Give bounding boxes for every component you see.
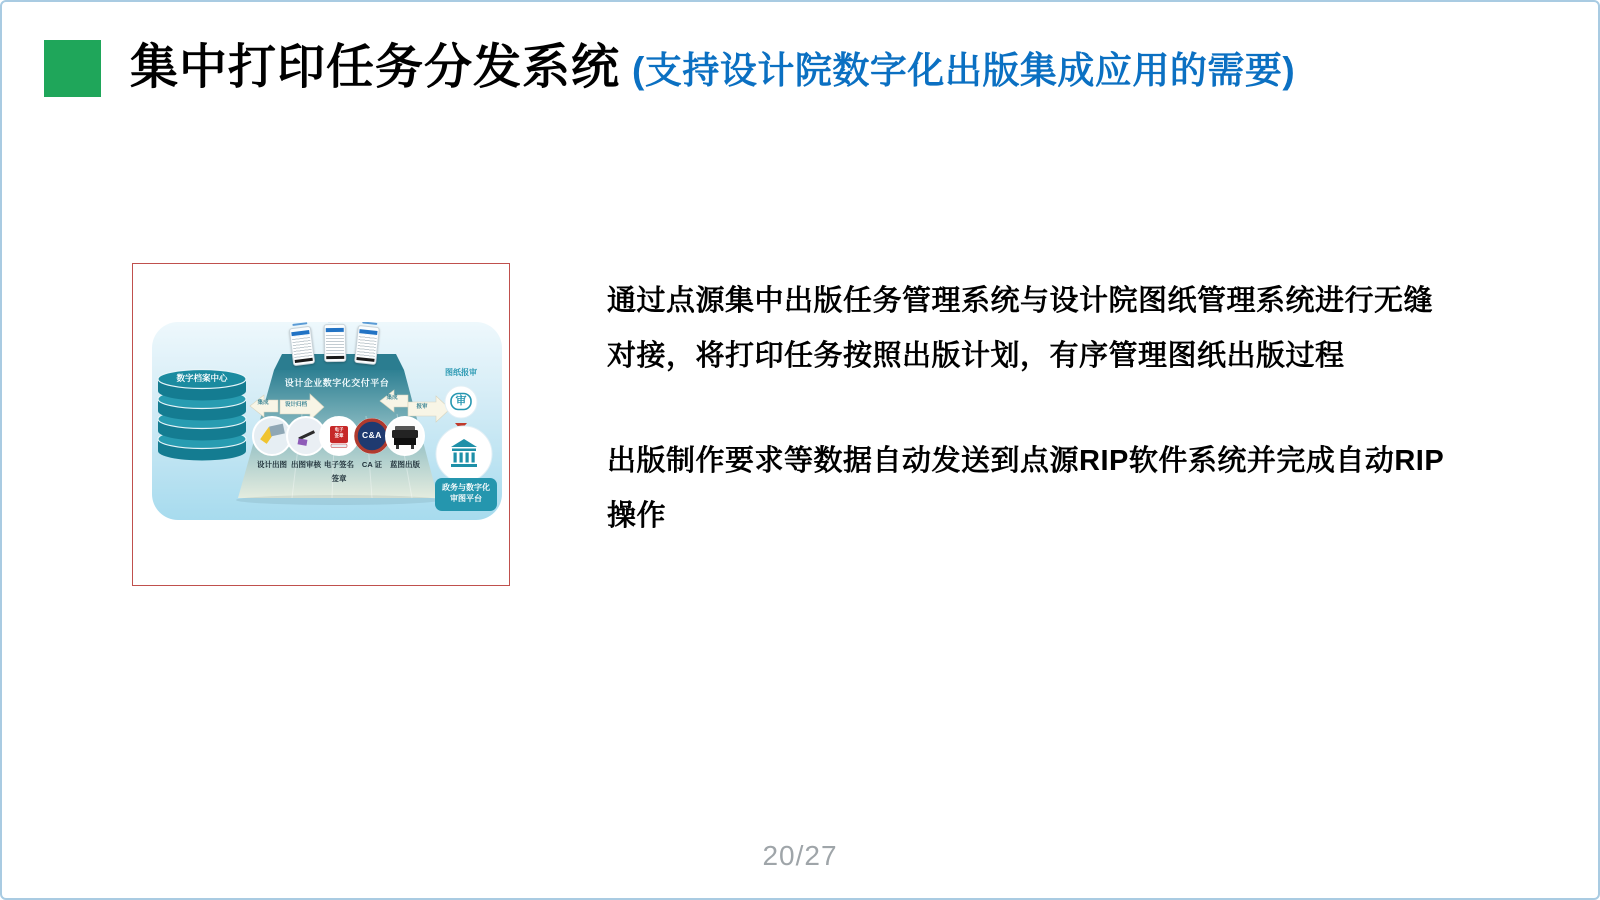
- body-paragraph-1: [607, 274, 1467, 384]
- platform-label: 设计企业数字化交付平台: [284, 378, 390, 388]
- title-text: 集中打印任务分发系统: [130, 41, 621, 94]
- diagram-image-frame: [132, 263, 510, 586]
- database-label: 数字档案中心: [176, 373, 228, 383]
- icon-label: 蓝图出版: [390, 460, 420, 469]
- smartphone-mockup: [289, 326, 315, 366]
- review-seal-character: 审: [455, 395, 467, 407]
- stamp-text: 电子 签章: [334, 427, 344, 438]
- plotter-printer-icon: [386, 417, 424, 455]
- title-bullet-square: [44, 40, 101, 97]
- smartphone-mockup: [354, 325, 380, 365]
- arrow-label: 报审: [416, 404, 428, 410]
- smartphone-mockup: [324, 324, 347, 362]
- review-label: 图纸报审: [445, 368, 477, 377]
- arrow-label: 设计归档: [284, 402, 307, 408]
- body-line: 对接，将打印任务按照出版计划，有序管理图纸出版过程: [607, 340, 1345, 372]
- gov-platform-label: 政务与数字化 审图平台: [442, 483, 490, 504]
- icon-label: 出图审核: [291, 460, 321, 469]
- page-number: 20/27: [762, 840, 838, 871]
- icon-sublabel: 签章: [331, 474, 347, 483]
- arrow-label: 集成: [257, 400, 269, 406]
- page-title: [130, 32, 1295, 104]
- design-plot-icon: [253, 417, 291, 455]
- icon-label: 电子签名: [324, 460, 354, 469]
- government-building-icon: [436, 426, 492, 482]
- ca-badge-text: C&A: [362, 430, 382, 440]
- body-line: 出版制作要求等数据自动发送到点源RIP软件系统并完成自动RIP: [607, 445, 1445, 477]
- body-line: 操作: [607, 500, 667, 532]
- platform-diagram: [152, 322, 502, 520]
- arrow-label: 集成: [386, 395, 398, 401]
- body-line: 通过点源集中出版任务管理系统与设计院图纸管理系统进行无缝: [607, 285, 1434, 317]
- title-subtitle: (支持设计院数字化出版集成应用的需要): [632, 50, 1296, 91]
- body-paragraph-2: [607, 434, 1467, 544]
- icon-label: 设计出图: [257, 460, 287, 469]
- icon-label: CA 证: [361, 460, 383, 469]
